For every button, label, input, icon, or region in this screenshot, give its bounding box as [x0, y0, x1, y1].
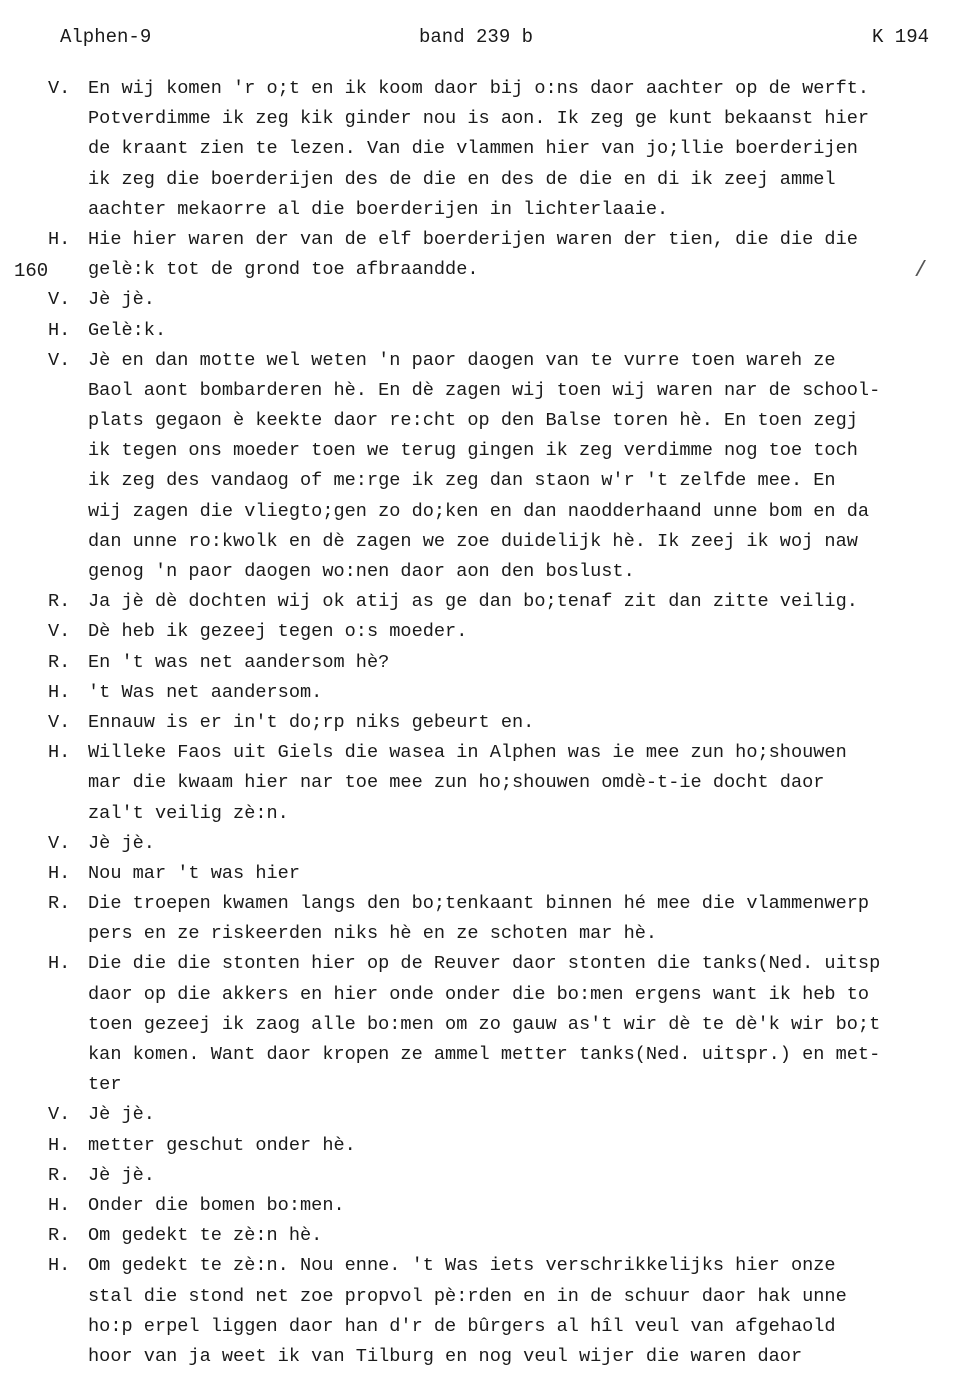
line-text: ik zeg die boerderijen des de die en des de die en di ik zeej ammel: [88, 168, 836, 190]
transcript-line: [0, 738, 966, 768]
speaker-label: V.: [48, 832, 71, 854]
line-text: Ennauw is er in't do;rp niks gebeurt en.: [88, 711, 535, 733]
line-text: Jè jè.: [88, 1104, 155, 1126]
speaker-label: H.: [48, 319, 71, 341]
line-text: Jè jè.: [88, 289, 155, 311]
transcript-line: [0, 1010, 966, 1040]
transcript-line: [0, 829, 966, 859]
line-text: Onder die bomen bo:men.: [88, 1194, 345, 1216]
line-text: Hie hier waren der van de elf boerderijen waren der tien, die die die: [88, 228, 858, 250]
transcript-line: [0, 557, 966, 587]
line-text: Nou mar 't was hier: [88, 862, 301, 884]
line-text: Dè heb ik gezeej tegen o:s moeder.: [88, 621, 468, 643]
speaker-label: R.: [48, 591, 71, 613]
line-text: stal die stond net zoe propvol pè:rden en in de schuur daor hak unne: [88, 1285, 847, 1307]
transcript-line: [0, 466, 966, 496]
line-text: zal't veilig zè:n.: [88, 802, 289, 824]
speaker-label: V.: [48, 289, 71, 311]
line-text: mar die kwaam hier nar toe mee zun ho;shouwen omdè-t-ie docht daor: [88, 772, 825, 794]
line-text: gelè:k tot de grond toe afbraandde.: [88, 259, 479, 281]
transcript-line: [0, 134, 966, 164]
transcript-line: [0, 285, 966, 315]
transcript-line: [0, 74, 966, 104]
speaker-label: R.: [48, 893, 71, 915]
line-text: ter: [88, 1074, 122, 1096]
line-text: genog 'n paor daogen wo:nen daor aon den boslust.: [88, 561, 635, 582]
line-text: Jè jè.: [88, 1164, 155, 1186]
speaker-label: V.: [48, 1104, 71, 1126]
transcript-line: [0, 648, 966, 678]
speaker-label: H.: [48, 742, 71, 764]
line-text: hoor van ja weet ik van Tilburg en nog veul wijer die waren daor: [88, 1345, 803, 1367]
transcript-line: [0, 1221, 966, 1251]
transcript-line: [0, 617, 966, 647]
margin-counter-number: 160: [14, 260, 49, 282]
transcript-line: [0, 1070, 966, 1100]
transcript-line: [0, 708, 966, 738]
transcript-line: [0, 768, 966, 798]
line-text: Die troepen kwamen langs den bo;tenkaant binnen hé mee die vlammenwerp: [88, 893, 870, 915]
transcript-line: [0, 1131, 966, 1161]
line-text: Ja jè dè dochten wij ok atij as ge dan bo;tenaf zit dan zitte veilig.: [88, 591, 858, 613]
speaker-label: H.: [48, 953, 71, 975]
transcript-line: [0, 406, 966, 436]
speaker-label: R.: [48, 1225, 71, 1247]
line-text: Baol aont bombarderen hè. En dè zagen wij toen wij waren nar de school-: [88, 379, 881, 401]
transcript-line: [0, 587, 966, 617]
transcript-line: [0, 104, 966, 134]
transcript-line: [0, 799, 966, 829]
transcript-line: [0, 497, 966, 527]
speaker-label: H.: [48, 681, 71, 703]
line-text: Potverdimme ik zeg kik ginder nou is aon. Ik zeg ge kunt bekaanst hier: [88, 108, 870, 130]
transcript-line: [0, 255, 966, 285]
speaker-label: H.: [48, 228, 71, 250]
transcript-line: [0, 376, 966, 406]
line-text: dan unne ro:kwolk en dè zagen we zoe duidelijk hè. Ik zeej ik woj naw: [88, 530, 858, 552]
speaker-label: R.: [48, 651, 71, 673]
transcript-line: [0, 195, 966, 225]
transcript-line: [0, 949, 966, 979]
line-text: wij zagen die vliegto;gen zo do;ken en dan naodderhaand unne bom en da: [88, 500, 870, 522]
margin-pencil-mark: /: [914, 258, 928, 283]
line-text: Om gedekt te zè:n hè.: [88, 1225, 323, 1247]
line-text: kan komen. Want daor kropen ze ammel metter tanks(Ned. uitspr.) en met-: [88, 1044, 881, 1065]
line-text: Om gedekt te zè:n. Nou enne. 't Was iets verschrikkelijks hier onze: [88, 1255, 836, 1277]
header-tape-reference: band 239 b: [419, 26, 534, 48]
transcript-line: [0, 859, 966, 889]
transcript-body: [0, 74, 966, 1372]
transcript-line: [0, 889, 966, 919]
transcript-line: [0, 1312, 966, 1342]
speaker-label: H.: [48, 1255, 71, 1277]
transcript-line: [0, 1191, 966, 1221]
transcript-line: [0, 678, 966, 708]
line-text: En wij komen 'r o;t en ik koom daor bij o:ns daor aachter op de werft.: [88, 78, 870, 99]
speaker-label: V.: [48, 621, 71, 643]
transcript-line: [0, 436, 966, 466]
line-text: Die die die stonten hier op de Reuver daor stonten die tanks(Ned. uitsp: [88, 953, 881, 975]
transcript-line: [0, 225, 966, 255]
transcript-line: [0, 919, 966, 949]
transcript-line: [0, 1100, 966, 1130]
transcript-line: [0, 316, 966, 346]
line-text: de kraant zien te lezen. Van die vlammen hier van jo;llie boerderijen: [88, 138, 858, 160]
transcript-line: [0, 980, 966, 1010]
speaker-label: R.: [48, 1164, 71, 1186]
line-text: Jè jè.: [88, 832, 155, 854]
line-text: plats gegaon è keekte daor re:cht op den Balse toren hè. En toen zegj: [88, 410, 858, 432]
speaker-label: V.: [48, 78, 71, 99]
line-text: Gelè:k.: [88, 319, 167, 341]
speaker-label: H.: [48, 862, 71, 884]
line-text: daor op die akkers en hier onde onder die bo:men ergens want ik heb to: [88, 983, 870, 1005]
transcript-line: [0, 1282, 966, 1312]
header-location: Alphen-9: [60, 26, 152, 48]
transcript-line: [0, 527, 966, 557]
line-text: toen gezeej ik zaog alle bo:men om zo gauw as't wir dè te dè'k wir bo;t: [88, 1013, 881, 1035]
speaker-label: V.: [48, 711, 71, 733]
transcript-line: [0, 346, 966, 376]
transcript-line: [0, 1161, 966, 1191]
line-text: ho:p erpel liggen daor han d'r de bûrgers al hîl veul van afgehaold: [88, 1315, 836, 1337]
transcript-line: [0, 1251, 966, 1281]
transcript-line: [0, 165, 966, 195]
line-text: metter geschut onder hè.: [88, 1134, 356, 1156]
transcript-line: [0, 1342, 966, 1372]
line-text: ik zeg des vandaog of me:rge ik zeg dan staon w'r 't zelfde mee. En: [88, 470, 836, 492]
line-text: ik tegen ons moeder toen we terug gingen ik zeg verdimme nog toe toch: [88, 440, 858, 462]
line-text: En 't was net aandersom hè?: [88, 651, 390, 673]
speaker-label: H.: [48, 1194, 71, 1216]
speaker-label: V.: [48, 349, 71, 371]
header-page-number: K 194: [872, 26, 930, 48]
page-header: [0, 26, 966, 56]
speaker-label: H.: [48, 1134, 71, 1156]
transcript-line: [0, 1040, 966, 1070]
line-text: pers en ze riskeerden niks hè en ze schoten mar hè.: [88, 923, 658, 945]
line-text: Jè en dan motte wel weten 'n paor daogen van te vurre toen wareh ze: [88, 349, 836, 371]
line-text: aachter mekaorre al die boerderijen in lichterlaaie.: [88, 198, 669, 220]
line-text: Willeke Faos uit Giels die wasea in Alphen was ie mee zun ho;shouwen: [88, 742, 847, 764]
line-text: 't Was net aandersom.: [88, 681, 323, 703]
